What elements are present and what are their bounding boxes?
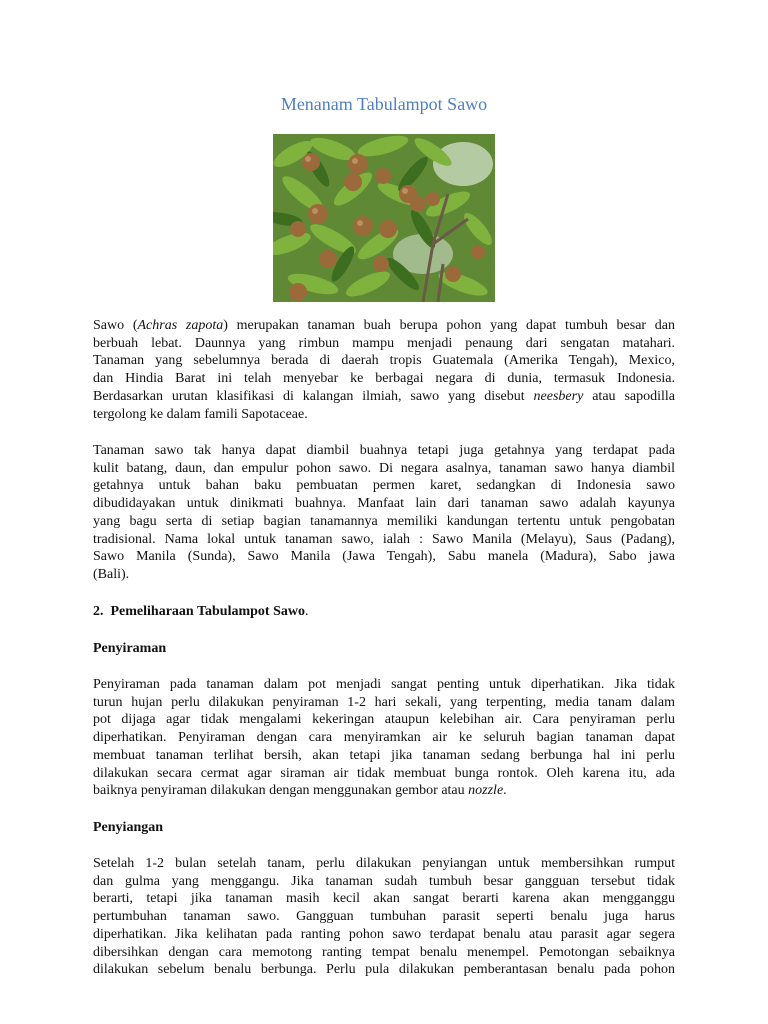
- text-line: Tanaman yang sebelumnya berada di daerah tropis Guatemala (Amerika Tengah), Mexico,: [93, 353, 675, 369]
- paragraph-uses: [93, 442, 675, 584]
- text-run: Berdasarkan urutan klasifikasi di kalangan ilmiah, sawo yang disebut: [93, 388, 534, 404]
- text-line: getahnya untuk bahan baku pembuatan permen karet, sedangkan di Indonesia sawo: [93, 478, 675, 494]
- text-line: Sawo Manila (Sunda), Sawo Manila (Jawa Tengah), Sabu manela (Madura), Sabo jawa: [93, 549, 675, 565]
- section-heading: [93, 603, 308, 621]
- text-run: atau sapodilla: [583, 388, 675, 404]
- text-line: berarti, tetapi jika tanaman masih kecil akan sangat berarti karena akan mengganggu: [93, 891, 675, 907]
- text-line: diperhatikan. Penyiraman dengan cara menyiramkan air ke seluruh bagian tanaman dapat: [93, 730, 675, 746]
- italic-term: nozzle: [468, 783, 504, 799]
- text-line: tradisional. Nama lokal untuk tanaman sawo, ialah : Sawo Manila (Melayu), Saus (Padang),: [93, 531, 675, 547]
- section-number: 2.: [93, 604, 104, 619]
- sawo-tree-illustration: [273, 134, 495, 302]
- text-line: dan Hindia Barat ini telah menyebar ke berbagai negara di dunia, termasuk Indonesia.: [93, 371, 675, 387]
- subheading-penyiraman: Penyiraman: [93, 641, 167, 656]
- text-line: Penyiraman pada tanaman dalam pot menjadi sangat penting untuk diperhatikan. Jika tidak: [93, 677, 675, 692]
- text-line: Tanaman sawo tak hanya dapat diambil buahnya tetapi juga getahnya yang terdapat pada: [93, 443, 675, 458]
- text-line: dilakukan secara cermat agar siraman air tidak membuat bunga rontok. Oleh karena itu, ada: [93, 765, 675, 781]
- document-title: Menanam Tabulampot Sawo: [280, 94, 488, 114]
- text-line: kulit batang, daun, dan empulur pohon sawo. Di negara asalnya, tanaman sawo hanya diambil: [93, 460, 675, 476]
- italic-term: neesbery: [533, 388, 584, 404]
- sawo-tree-photo: [273, 134, 495, 302]
- section-period: .: [304, 604, 309, 619]
- text-line: berbuah lebat. Daunnya yang rimbun mampu menjadi penaung dari sengatan matahari.: [93, 335, 675, 351]
- text-run: ) merupakan tanaman buah berupa pohon yang dapat tumbuh besar dan: [223, 318, 675, 333]
- text-line: dilakukan sebelum benalu berbunga. Perlu pula dilakukan pemberantasan benalu pada pohon: [93, 962, 675, 978]
- text-line: yang bagu serta di setiap bagian tanamannya memiliki kandungan tertentu untuk pengobatan: [93, 513, 675, 529]
- paragraph-intro: [93, 317, 675, 423]
- text-line: dibudidayakan untuk dinikmati buahnya. Manfaat lain dari tanaman sawo adalah kayunya: [93, 496, 675, 512]
- text-line: dan gulma yang menggangu. Jika tanaman sudah tumbuh besar gangguan tersebut tidak: [93, 873, 675, 889]
- scientific-name: Achras zapota: [137, 318, 224, 333]
- text-line: membuat tanaman terlihat bersih, akan tetapi jika tanaman sedang berbunga hal ini perlu: [93, 747, 675, 763]
- subheading-penyiangan: Penyiangan: [93, 820, 164, 835]
- text-line: diperhatikan. Jika kelihatan pada ranting pohon sawo terdapat benalu atau parasit agar segera: [93, 926, 675, 942]
- text-line: dibersihkan dengan cara memotong ranting tempat benalu menempel. Pemotongan sebaiknya: [93, 944, 675, 960]
- paragraph-penyiraman: [93, 676, 675, 800]
- text-run: baiknya penyiraman dilakukan dengan menggunakan gembor atau: [93, 783, 469, 799]
- section-title: Pemeliharaan Tabulampot Sawo: [110, 604, 305, 619]
- paragraph-penyiangan: [93, 855, 675, 979]
- text-run: .: [503, 783, 507, 799]
- text-line: pot dijaga agar tidak mengalami kekeringan ataupun kelebihan air. Cara penyiraman perlu: [93, 712, 675, 728]
- text-line: [93, 782, 675, 800]
- text-line: [93, 317, 675, 335]
- text-line: Setelah 1-2 bulan setelah tanam, perlu dilakukan penyiangan untuk membersihkan rumput: [93, 856, 675, 871]
- text-line: (Bali).: [93, 566, 130, 582]
- text-line: [93, 388, 675, 406]
- text-line: tergolong ke dalam famili Sapotaceae.: [93, 406, 308, 422]
- text-line: turun hujan perlu dilakukan penyiraman 1-2 hari sekali, yang terpenting, media tanam dalam: [93, 694, 675, 710]
- text-run: Sawo (: [93, 318, 138, 333]
- text-line: pertumbuhan tanaman sawo. Gangguan tumbuhan parasit seperti benalu juga harus: [93, 909, 675, 925]
